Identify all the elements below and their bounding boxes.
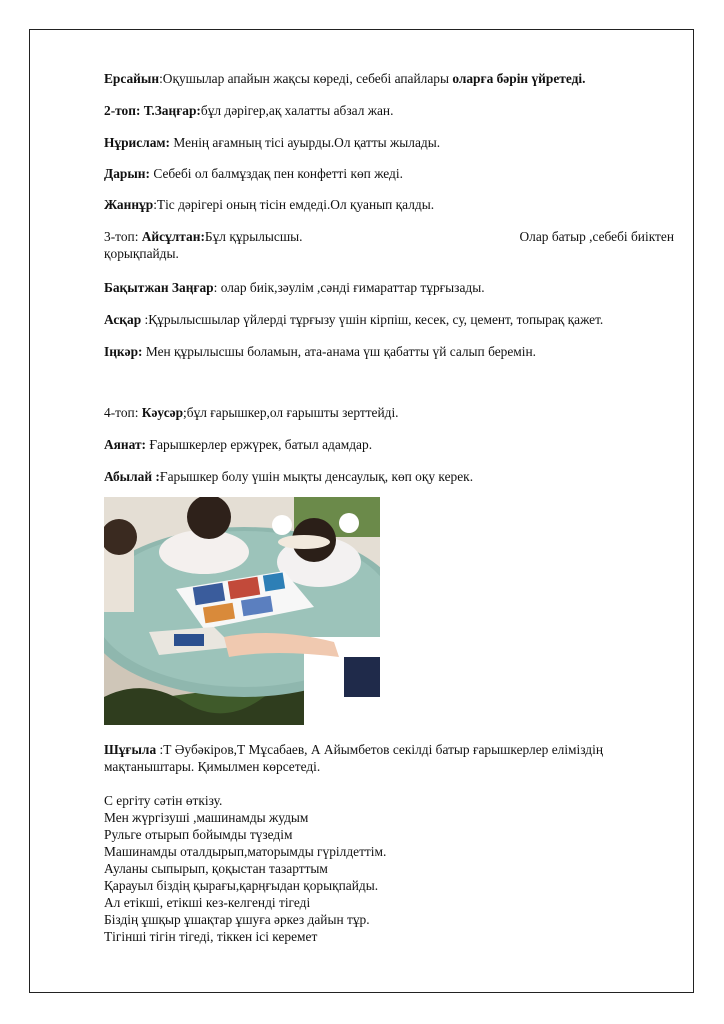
poem-line: С ергіту сәтін өткізу. — [104, 793, 223, 808]
speaker-name: Айсұлтан: — [141, 229, 205, 244]
paragraph-zhannur — [104, 196, 674, 213]
paragraph-text: Менің ағамның тісі ауырды.Ол қатты жылады. — [170, 135, 441, 150]
poem-line: Біздің ұшқыр ұшақтар ұшуға әркез дайын тұр. — [104, 912, 370, 927]
paragraph-bakytzhan — [104, 279, 674, 296]
speaker-name: 2-топ: Т.Заңғар: — [104, 103, 201, 118]
paragraph-text: Ғарышкерлер ержүрек, батыл адамдар. — [146, 437, 373, 452]
speaker-name: Абылай : — [104, 469, 160, 484]
speaker-name: Асқар — [104, 312, 142, 327]
poem-line: Рульге отырып бойымды түзедім — [104, 827, 293, 842]
paragraph-ayanat — [104, 436, 674, 453]
paragraph-shugyla — [104, 741, 674, 775]
paragraph-text: ;бұл ғарышкер,ол ғарышты зерттейді. — [183, 405, 399, 420]
paragraph-daryn — [104, 165, 674, 182]
classroom-photo — [104, 497, 380, 725]
speaker-name: Іңкәр: — [104, 344, 143, 359]
speaker-name: Бақытжан Заңғар — [104, 280, 214, 295]
speaker-name: Ерсайын — [104, 71, 160, 86]
speaker-name: Жаннұр — [104, 197, 154, 212]
poem-line: Мен жүргізуші ,машинамды жудым — [104, 810, 309, 825]
paragraph-text: :Құрылысшылар үйлерді тұрғызу үшін кірпіш, кесек, су, цемент, топырақ қажет. — [141, 312, 604, 327]
group-prefix: 3-топ: — [104, 229, 142, 244]
paragraph-group3 — [104, 228, 674, 262]
paragraph-group2 — [104, 102, 674, 119]
paragraph-text: :Оқушылар апайын жақсы көреді, себебі апайлары — [159, 71, 453, 86]
speaker-name: Кәусәр — [141, 405, 184, 420]
paragraph-text: Ғарышкер болу үшін мықты денсаулық, көп оқу керек. — [159, 469, 474, 484]
speaker-name: Шұғыла — [104, 742, 157, 757]
poem-line: Тігінші тігін тігеді, тіккен ісі керемет — [104, 929, 318, 944]
poem-line: Ауланы сыпырып, қоқыстан тазарттым — [104, 861, 328, 876]
speaker-name: Дарын: — [104, 166, 150, 181]
poem-line: Қарауыл біздің қырағы,қарңғыдан қорықпайды. — [104, 878, 379, 893]
paragraph-text-line2: қорықпайды. — [104, 246, 179, 261]
poem-block — [104, 792, 664, 945]
paragraph-inkar — [104, 343, 674, 360]
poem-line: Ал етікші, етікші кез-келгенді тігеді — [104, 895, 311, 910]
paragraph-text: :Тіс дәрігері оның тісін емдеді.Ол қуанып қалды. — [153, 197, 435, 212]
paragraph-abylai — [104, 468, 674, 485]
speaker-name: Нұрислам: — [104, 135, 171, 150]
paragraph-text: Себебі ол балмұздақ пен конфетті көп жеді. — [150, 166, 403, 181]
paragraph-text: : олар биік,зәулім ,сәнді ғимараттар тұрғызады. — [213, 280, 485, 295]
speaker-name: Аянат: — [104, 437, 147, 452]
paragraph-text-line2: мақтаныштары. Қимылмен көрсетеді. — [104, 759, 321, 774]
paragraph-bold-text: оларға бәрін үйретеді. — [452, 71, 586, 86]
group-prefix: 4-топ: — [104, 405, 142, 420]
paragraph-text: Бұл құрылысшы. — [204, 229, 303, 244]
paragraph-ersayin — [104, 70, 674, 87]
paragraph-nurislam — [104, 134, 674, 151]
paragraph-text: :Т Әубәкіров,Т Мұсабаев, А Айымбетов секілді батыр ғарышкерлер еліміздің — [156, 742, 603, 757]
paragraph-askar — [104, 311, 674, 328]
paragraph-group4 — [104, 404, 674, 421]
paragraph-text: Мен құрылысшы боламын, ата-анама үш қабатты үй салып беремін. — [142, 344, 536, 359]
paragraph-text: бұл дәрігер,ақ халатты абзал жан. — [200, 103, 394, 118]
paragraph-right-text: Олар батыр ,себебі биіктен — [519, 229, 674, 244]
poem-line: Машинамды оталдырып,маторымды гүрілдеттім. — [104, 844, 387, 859]
